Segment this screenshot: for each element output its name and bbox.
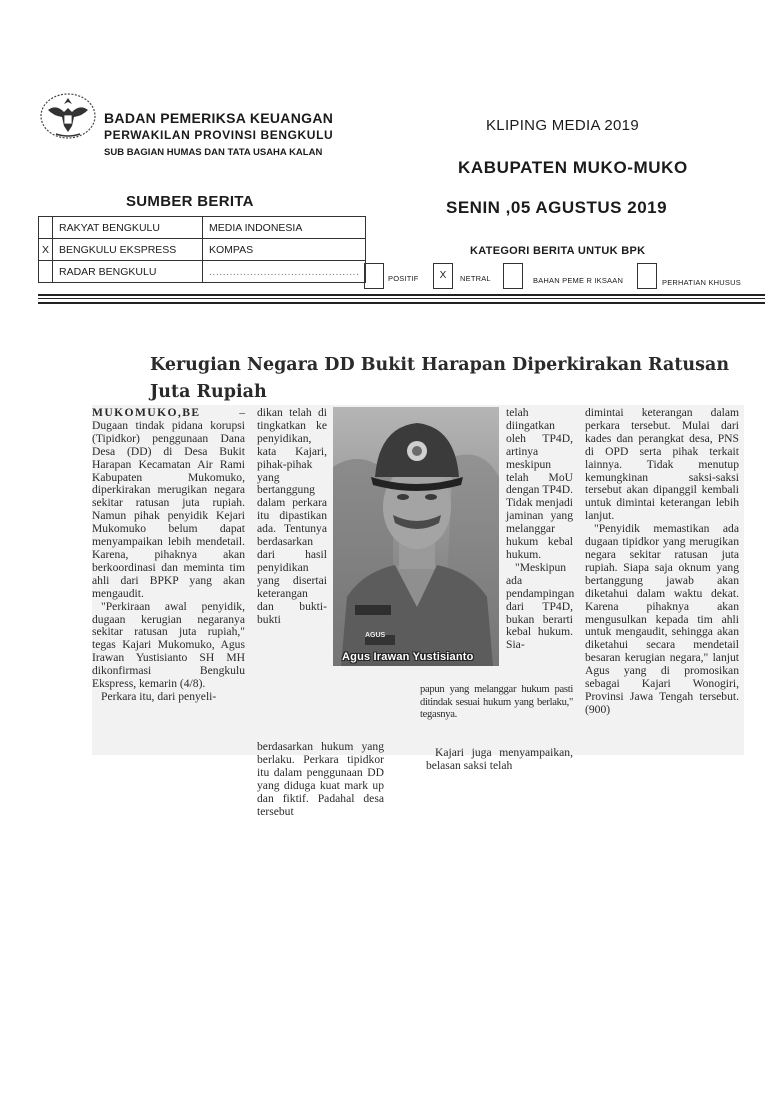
category-option-label: POSITIF — [388, 274, 419, 283]
category-checkbox — [364, 263, 384, 289]
table-row — [39, 261, 366, 283]
org-name: BADAN PEMERIKSA KEUANGAN — [104, 110, 334, 126]
paragraph: Perkara itu, dari penyeli- — [101, 689, 217, 703]
paragraph: berdasarkan hukum yang berlaku. Perkara tipidkor itu dalam penggunaan DD yang diduga kuat mark up dan fiktif. Padahal desa tersebut — [257, 740, 384, 818]
source-check: X — [39, 239, 53, 261]
dateline: MUKOMUKO,BE — [92, 406, 201, 419]
kliping-title: KLIPING MEDIA 2019 — [486, 117, 639, 134]
paragraph: Kajari juga menyampaikan, belasan saksi telah — [426, 746, 573, 772]
article-column — [420, 684, 573, 722]
table-row — [39, 217, 366, 239]
article-column — [257, 741, 384, 818]
paragraph: papun yang melanggar hukum pasti ditindak sesuai hukum yang berlaku," tegasnya. — [420, 684, 573, 721]
article-column — [92, 407, 245, 704]
paragraph: "Perkiraan awal penyidik, dugaan kerugian negaranya sekitar ratusan juta rupiah," tegas Kajari Mukomuko, Agus Irawan Yustisianto SH MH dikonfirmasi Bengkulu Ekspress, kemarin (4/8). — [92, 599, 245, 691]
category-option-label: NETRAL — [460, 274, 491, 283]
separator-line — [38, 298, 765, 299]
paragraph: – Dugaan tindak pidana korupsi (Tipidkor) penggunaan Dana Desa (DD) di Desa Bukit Harapan Kecamatan Air Rami Kabupaten Mukomuko, diperkirakan merugikan negara sekitar ratusan juta rupiah. Namun pihak penyidik Kejari Mukomuko belum dapat menyampaikan lebih mendetail. Karena, pihaknya akan berkoordinasi dan meminta tim ahli dari BPKP yang akan mengaudit. — [92, 406, 245, 600]
org-branch: PERWAKILAN PROVINSI BENGKULU — [104, 128, 334, 142]
source-cell: RAKYAT BENGKULU — [53, 217, 203, 239]
source-check — [39, 217, 53, 239]
category-label: KATEGORI BERITA UNTUK BPK — [470, 245, 646, 257]
source-table — [38, 216, 366, 283]
photo-caption: Agus Irawan Yustisianto — [342, 651, 474, 663]
org-subdivision: SUB BAGIAN HUMAS DAN TATA USAHA KALAN — [104, 147, 323, 158]
paragraph: telah diingatkan oleh TP4D, artinya meskipun telah MoU dengan TP4D. Tidak menjadi jaminan yang melanggar hukum kebal hukum. — [506, 406, 573, 561]
category-checkbox — [637, 263, 657, 289]
source-check — [39, 261, 53, 283]
source-cell: BENGKULU EKSPRESS — [53, 239, 203, 261]
source-cell: ............................................ — [203, 261, 366, 283]
separator-line — [38, 302, 765, 304]
article-column — [426, 747, 573, 773]
category-option-label: PERHATIAN KHUSUS — [662, 278, 741, 287]
date-title: SENIN ,05 AGUSTUS 2019 — [446, 198, 668, 217]
category-checkbox — [503, 263, 523, 289]
region-title: KABUPATEN MUKO-MUKO — [458, 158, 688, 177]
table-row — [39, 239, 366, 261]
paragraph: dimintai keterangan dalam perkara tersebut. Mulai dari kades dan perangkat desa, PNS di OPD serta pihak terkait lainnya. Tidak menutup kemungkinan saksi-saksi tersebut akan dipanggil kembali untuk dimintai keterangan lebih lanjut. — [585, 406, 739, 523]
article-column — [506, 407, 573, 652]
category-option-label: BAHAN PEME R IKSAAN — [533, 276, 624, 285]
name-badge: AGUS — [365, 632, 386, 639]
category-checkbox: X — [433, 263, 453, 289]
separator-line — [38, 294, 765, 296]
source-cell: RADAR BENGKULU — [53, 261, 203, 283]
source-cell: MEDIA INDONESIA — [203, 217, 366, 239]
paragraph: "Meskipun ada pendampingan dari TP4D, bukan berarti kebal hukum. Sia- — [506, 560, 575, 652]
article-column — [585, 407, 739, 717]
garuda-emblem-icon — [38, 90, 98, 140]
source-cell: KOMPAS — [203, 239, 366, 261]
portrait-image — [333, 407, 499, 666]
source-label: SUMBER BERITA — [126, 193, 254, 210]
article-column — [257, 407, 327, 626]
article-headline: Kerugian Negara DD Bukit Harapan Diperkirakan Ratusan Juta Rupiah — [150, 355, 730, 402]
paragraph: dikan telah di tingkatkan ke penyidikan, kata Kajari, pihak-pihak yang bertanggung dalam perkara itu dipastikan ada. Tentunya berdasarkan dari hasil penyidikan yang disertai keterangan dan bukti-bukti — [257, 406, 327, 626]
article-photo — [333, 407, 499, 666]
paragraph: "Penyidik memastikan ada dugaan tipidkor yang merugikan negara sekitar ratusan juta rupiah. Siapa saja oknum yang bertanggung jawab akan diketahui dalam waktu dekat. Karena pihaknya akan mengusulkan kepada tim ahli untuk mengaudit, sehingga akan diketahui secara mendetail besaran kerugian negara," lanjut Agus yang di promosikan sebagai Kajari Wonogiri, Provinsi Jawa Tengah tersebut.(900) — [585, 522, 739, 716]
